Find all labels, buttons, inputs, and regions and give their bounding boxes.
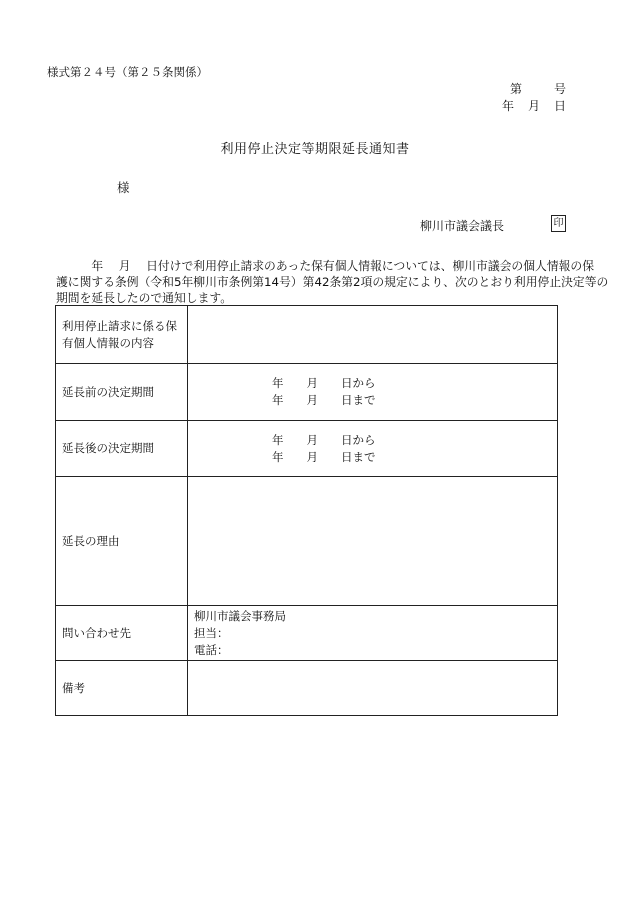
- doc-number-go: 号: [553, 82, 566, 96]
- contact-phone: 電話：: [194, 643, 229, 657]
- value-info-content: [188, 306, 558, 364]
- contact-person: 担当：: [194, 626, 229, 640]
- label-line: 有個人情報の内容: [62, 335, 154, 350]
- form-number: 様式第２４号（第２５条関係）: [47, 65, 208, 79]
- table-row-info-content: [56, 306, 558, 364]
- period-after-from: 年 月 日から: [272, 432, 376, 447]
- doc-number-dai: 第: [510, 82, 523, 96]
- label-remarks: 備考: [56, 661, 188, 716]
- period-after-to: 年 月 日まで: [272, 449, 376, 464]
- notice-table: [55, 305, 558, 716]
- document-title: 利用停止決定等期限延長通知書: [220, 142, 410, 157]
- issue-date-row: [480, 97, 566, 114]
- table-row-period-before: [56, 364, 558, 421]
- notice-body-line: 年 月 日付けで利用停止請求のあった保有個人情報については、柳川市議会の個人情報の保: [56, 259, 595, 273]
- table-row-period-after: [56, 421, 558, 477]
- issue-date-day: 日: [553, 99, 566, 113]
- seal-mark: 印: [551, 215, 566, 232]
- issue-date-month: 月: [527, 99, 540, 113]
- label-info-content: [56, 306, 188, 364]
- table-row-remarks: [56, 661, 558, 716]
- sender-name: 柳川市議会議長: [420, 219, 505, 233]
- value-reason: [188, 477, 558, 606]
- label-contact: 問い合わせ先: [56, 606, 188, 661]
- table-row-contact: [56, 606, 558, 661]
- value-remarks: [188, 661, 558, 716]
- notice-body-line: 護に関する条例（令和5年柳川市条例第14号）第42条第2項の規定により、次のとおり利用停止決定等の: [56, 275, 609, 289]
- contact-office: 柳川市議会事務局: [194, 609, 286, 623]
- addressee-suffix: 様: [117, 180, 130, 195]
- value-contact: [188, 606, 558, 661]
- label-reason: 延長の理由: [56, 477, 188, 606]
- period-before-from: 年 月 日から: [272, 376, 376, 390]
- period-before-to: 年 月 日まで: [272, 393, 376, 407]
- notice-body-line: 期間を延長したので通知します。: [56, 291, 233, 305]
- document-number-row: [480, 80, 566, 97]
- value-period-after: [188, 421, 558, 477]
- table-row-reason: [56, 477, 558, 606]
- contact-details: [188, 608, 286, 659]
- label-line: 利用停止請求に係る保: [62, 318, 177, 333]
- document-number-block: [480, 80, 566, 114]
- value-period-before: [188, 364, 558, 421]
- notice-body: [56, 258, 609, 306]
- label-period-before: 延長前の決定期間: [56, 364, 188, 421]
- issue-date-year: 年: [502, 99, 515, 113]
- label-period-after: 延長後の決定期間: [56, 421, 188, 477]
